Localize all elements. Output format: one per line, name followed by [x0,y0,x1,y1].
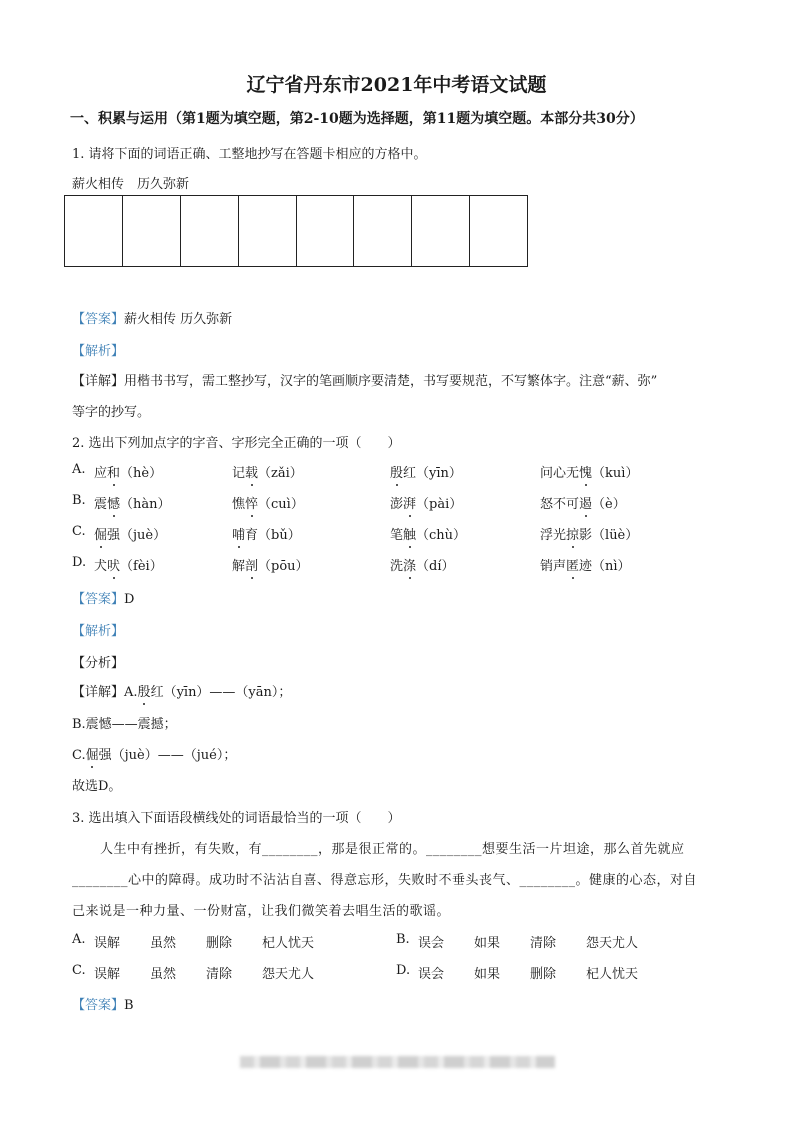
q3-option-word: 杞人忧天 [586,967,639,982]
q2-stem: 2. 选出下列加点字的字音、字形完全正确的一项（ ） [72,436,401,451]
q3-option-word: 虽然 [150,936,177,951]
q2-option-item [390,555,455,574]
q1-words: 薪火相传 历久弥新 [72,177,190,192]
item-prefix: 憔 [232,497,246,512]
detail-text: 用楷书书写，需工整抄写，汉字的笔画顺序要清楚，书写要规范，不写繁体字。注意“薪、弥” [124,374,658,389]
item-prefix: 浮光 [540,528,567,543]
q2-option-item [390,462,462,481]
q2-fenxi-tag: 【分析】 [72,656,125,671]
item-prefix: 洗 [390,559,404,574]
detail-a-post: 红（yīn）——（yān）； [150,685,292,700]
item-suffix: 强（juè） [107,528,167,543]
dotted-character: 遏 [579,497,593,512]
dotted-character: 涤 [403,559,417,574]
item-suffix: （kuì） [592,466,639,481]
detail-a-dot: 殷 [137,685,151,700]
item-suffix: （fèi） [120,559,163,574]
q2-answer [72,588,134,607]
q1-detail [72,370,657,389]
dotted-character: 殷 [390,466,404,481]
q2-option-letter: A. [72,462,86,477]
q2-option-letter: C. [72,524,86,539]
q3-option-letter: C. [72,963,86,978]
q3-stem: 3. 选出填入下面语段横线处的词语最恰当的一项（ ） [72,811,401,826]
q2-option-item [390,493,462,512]
q3-option-word: 误解 [94,936,121,951]
dotted-character: 憾 [107,497,121,512]
q3-passage-line1: 人生中有挫折，有失败，有________，那是很正常的。________想要生活一片坦途，那么首先就应 [100,842,685,857]
dotted-character: 掠 [566,528,580,543]
dotted-character: 匿 [566,559,580,574]
q3-passage-line3: 己来说是一种力量、一份财富，让我们微笑着去唱生活的歌谣。 [72,904,451,919]
dotted-character: 哺 [232,528,246,543]
q3-option-word: 怨天尤人 [586,936,639,951]
q2-option-item [232,555,309,574]
item-suffix: （è） [592,497,626,512]
item-suffix: 育（bǔ） [245,528,301,543]
q2-conclusion: 故选D。 [72,779,122,794]
item-prefix: 震 [94,497,108,512]
item-prefix: 应 [94,466,108,481]
item-suffix: （pài） [416,497,463,512]
q3-option-word: 误会 [418,936,445,951]
grid-cell [297,196,355,266]
section-heading: 一、积累与运用（第1题为填空题，第2-10题为选择题，第11题为填空题。本部分共30分） [70,111,644,127]
q2-option-item [390,524,466,543]
item-suffix: （dí） [416,559,455,574]
item-suffix: （hè） [120,466,163,481]
q3-option-word: 如果 [474,967,501,982]
q3-option-word: 怨天尤人 [262,967,315,982]
grid-cell [239,196,297,266]
q3-option-letter: D. [396,963,411,978]
item-suffix: 影（lüè） [579,528,639,543]
dotted-character: 湃 [403,497,417,512]
detail-a-pre: A. [124,685,138,700]
q3-option-letter: A. [72,932,86,947]
dotted-character: 愧 [579,466,593,481]
detail-tag: 【详解】 [72,374,125,389]
detail-c-post: 强（juè）——（jué）； [98,748,237,763]
answer-tag: 【答案】 [72,592,125,607]
q3-option-word: 如果 [474,936,501,951]
answer-grid [64,195,528,267]
q1-analysis-tag: 【解析】 [72,344,125,359]
item-prefix: 怒不可 [540,497,580,512]
dotted-character: 悴 [245,497,259,512]
item-suffix: 红（yīn） [403,466,462,481]
q3-option-word: 清除 [206,967,233,982]
item-suffix: （cuì） [258,497,304,512]
q2-detail-b: B.震憾——震撼； [72,717,177,732]
q3-answer [72,994,134,1013]
dotted-character: 倔 [94,528,108,543]
item-prefix: 解 [232,559,246,574]
q3-option-word: 清除 [530,936,557,951]
item-prefix: 记 [232,466,246,481]
detail-c-pre: C. [72,748,86,763]
item-suffix: （zǎi） [258,466,303,481]
q3-passage-line2: ________心中的障碍。成功时不沾沾自喜、得意忘形，失败时不垂头丧气、________。健康的心态，对自 [72,873,698,888]
q2-option-item [540,493,626,512]
answer-text: B [124,998,134,1013]
detail-tag: 【详解】 [72,685,125,700]
dotted-character: 吠 [107,559,121,574]
q1-stem: 1. 请将下面的词语正确、工整地抄写在答题卡相应的方格中。 [72,147,427,162]
q3-option-word: 误会 [418,967,445,982]
q2-option-item [94,555,163,574]
item-suffix: 迹（nì） [579,559,631,574]
q3-option-word: 删除 [206,936,233,951]
item-suffix: （pōu） [258,559,309,574]
grid-cell [412,196,470,266]
q2-option-item [232,493,304,512]
answer-text: 薪火相传 历久弥新 [124,312,233,327]
q2-option-item [540,524,638,543]
q2-analysis-tag: 【解析】 [72,624,125,639]
item-prefix: 犬 [94,559,108,574]
dotted-character: 载 [245,466,259,481]
q2-detail-a [72,681,291,700]
answer-tag: 【答案】 [72,998,125,1013]
item-prefix: 笔 [390,528,404,543]
dotted-character: 触 [403,528,417,543]
q2-detail-c [72,744,236,763]
q3-option-word: 误解 [94,967,121,982]
q3-option-word: 删除 [530,967,557,982]
dotted-character: 和 [107,466,121,481]
dotted-character: 剖 [245,559,259,574]
answer-text: D [124,592,135,607]
q3-option-word: 虽然 [150,967,177,982]
document-title: 辽宁省丹东市2021年中考语文试题 [246,74,547,96]
q1-detail-cont: 等字的抄写。 [72,405,151,420]
q1-answer [72,308,232,327]
q2-option-item [232,524,301,543]
item-prefix: 澎 [390,497,404,512]
item-suffix: （hàn） [120,497,171,512]
grid-cell [181,196,239,266]
q2-option-letter: B. [72,493,86,508]
q2-option-item [94,462,162,481]
detail-c-dot: 倔 [85,748,99,763]
item-suffix: （chù） [416,528,467,543]
q2-option-item [94,493,171,512]
grid-cell [470,196,527,266]
q2-option-item [540,462,638,481]
blurred-watermark [240,1056,555,1068]
q3-option-word: 杞人忧天 [262,936,315,951]
q2-option-item [540,555,631,574]
grid-cell [123,196,181,266]
q2-option-item [94,524,166,543]
answer-tag: 【答案】 [72,312,125,327]
q3-option-letter: B. [396,932,410,947]
q2-option-item [232,462,303,481]
item-prefix: 问心无 [540,466,580,481]
q2-option-letter: D. [72,555,87,570]
item-prefix: 销声 [540,559,567,574]
grid-cell [354,196,412,266]
grid-cell [65,196,123,266]
